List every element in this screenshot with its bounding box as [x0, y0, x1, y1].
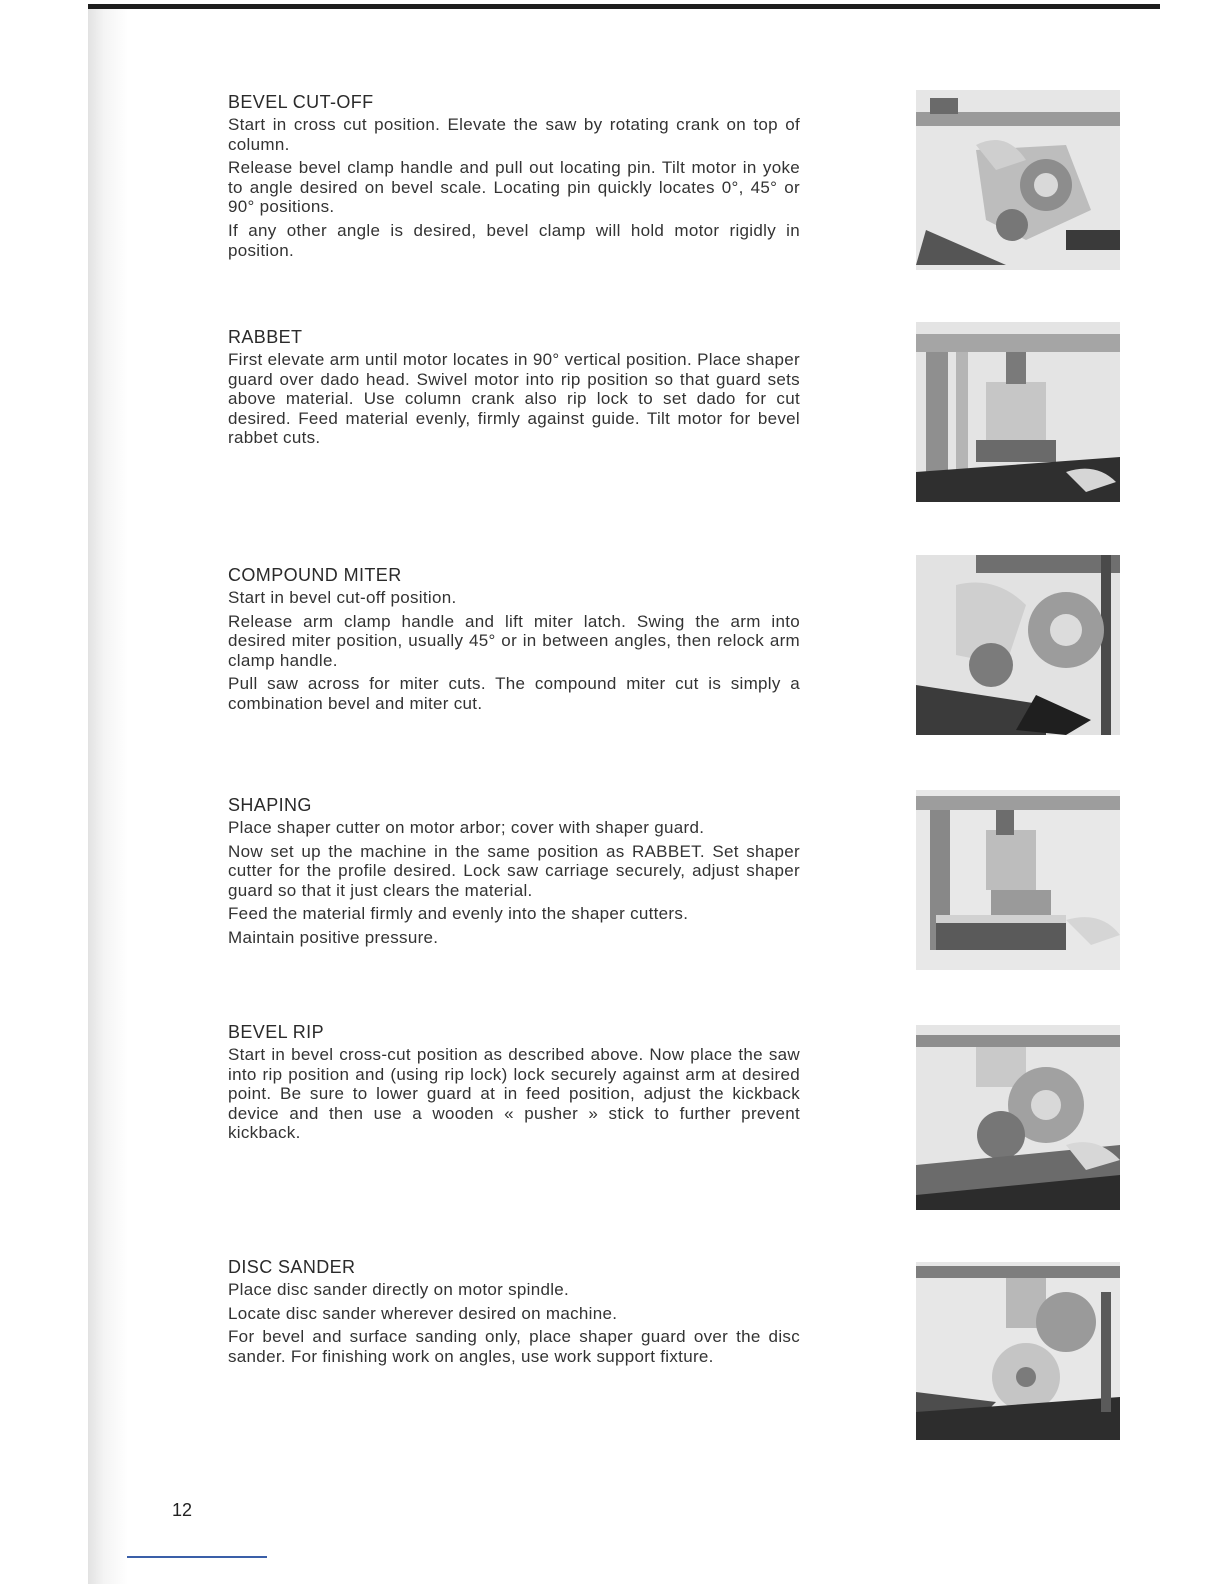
section-title: RABBET	[228, 327, 303, 347]
paragraph: Start in bevel cut-off position.	[228, 588, 457, 607]
section-title: COMPOUND MITER	[228, 565, 402, 585]
section-compound-miter	[228, 565, 800, 718]
section-title: BEVEL RIP	[228, 1022, 324, 1042]
page-number: 12	[172, 1500, 193, 1520]
paragraph: Start in bevel cross-cut position as described above. Now place the saw into rip position and (using rip lock) lock securely against arm at desired point. Be sure to lower guard at in feed position, adjust the kickback device and then use a wooden « pusher » stick to further prevent kickback.	[228, 1045, 800, 1143]
photo-compound-miter	[916, 555, 1120, 735]
paragraph: First elevate arm until motor locates in 90° vertical position. Place shaper guard over dado head. Swivel motor into rip position so that guard sets above material. Use column crank also rip lock to set dado for cut desired. Feed material evenly, firmly against guide. Tilt motor for bevel rabbet cuts.	[228, 350, 800, 448]
paragraph: Place shaper cutter on motor arbor; cover with shaper guard.	[228, 818, 705, 837]
photo-shaping	[916, 790, 1120, 970]
photo-rabbet	[916, 322, 1120, 502]
photo-bevel-cut-off	[916, 90, 1120, 270]
paragraph: For bevel and surface sanding only, place shaper guard over the disc sander. For finishing work on angles, use work support fixture.	[228, 1327, 800, 1366]
paragraph: Feed the material firmly and evenly into the shaper cutters.	[228, 904, 689, 924]
paragraph: If any other angle is desired, bevel clamp will hold motor rigidly in position.	[228, 220, 800, 260]
paragraph: Locate disc sander wherever desired on machine.	[228, 1303, 618, 1323]
paragraph: Pull saw across for miter cuts. The compound miter cut is simply a combination bevel and miter cut.	[228, 674, 800, 713]
photo-disc-sander	[916, 1262, 1120, 1440]
photo-bevel-rip	[916, 1025, 1120, 1210]
paragraph: Place disc sander directly on motor spindle.	[228, 1280, 570, 1299]
section-title: DISC SANDER	[228, 1257, 356, 1277]
section-title: SHAPING	[228, 795, 312, 815]
paragraph: Start in cross cut position. Elevate the saw by rotating crank on top of column.	[228, 115, 800, 154]
section-rabbet	[228, 327, 800, 452]
binding-shadow	[88, 9, 128, 1584]
paragraph: Release arm clamp handle and lift miter latch. Swing the arm into desired miter position, usually 45° or in between angles, then relock arm clamp handle.	[228, 611, 800, 670]
section-bevel-cut-off	[228, 92, 800, 264]
section-shaping	[228, 795, 800, 952]
top-rule	[88, 4, 1160, 9]
section-bevel-rip	[228, 1022, 800, 1147]
paragraph: Now set up the machine in the same position as RABBET. Set shaper cutter for the profile desired. Lock saw carriage securely, adjust shaper guard so that it just clears the material.	[228, 841, 800, 900]
paragraph: Maintain positive pressure.	[228, 927, 439, 947]
paragraph: Release bevel clamp handle and pull out locating pin. Tilt motor in yoke to angle desired on bevel scale. Locating pin quickly locates 0°, 45° or 90° positions.	[228, 158, 800, 217]
section-title: BEVEL CUT-OFF	[228, 92, 374, 112]
section-disc-sander	[228, 1257, 800, 1370]
bottom-line	[127, 1556, 267, 1558]
